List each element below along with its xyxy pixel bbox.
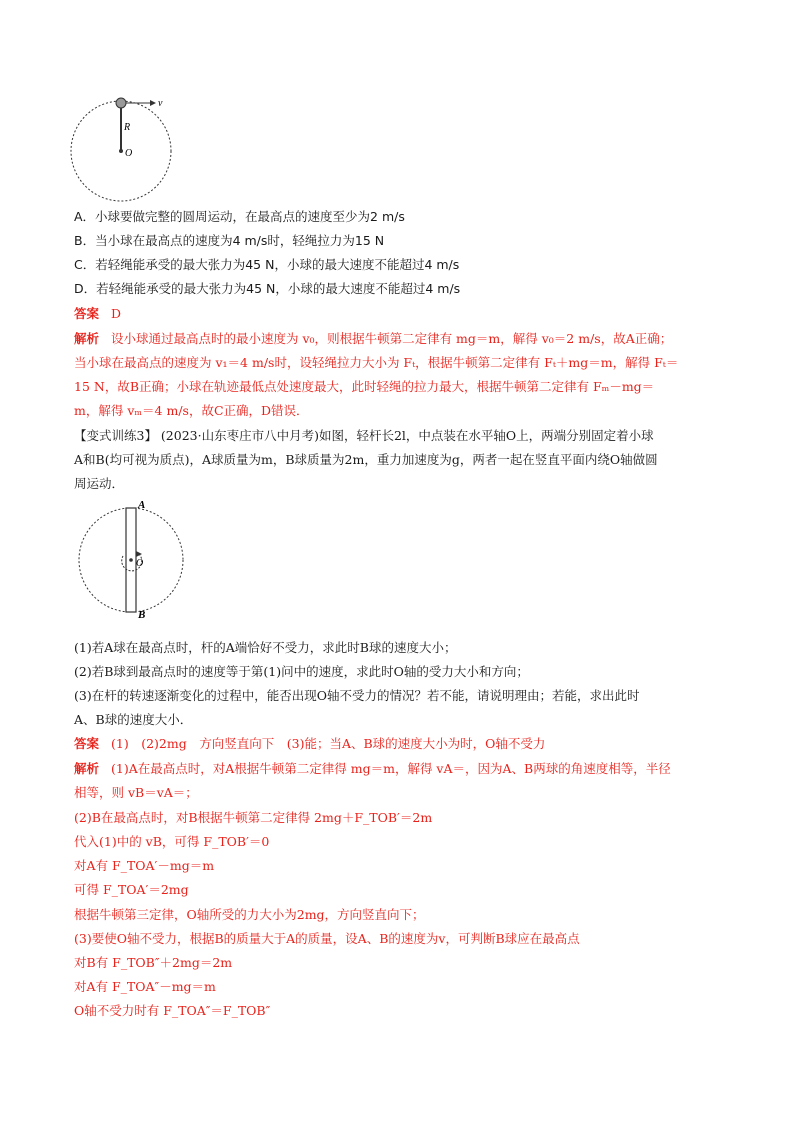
question-1: (1)若A球在最高点时，杆的A端恰好不受力，求此时B球的速度大小； xyxy=(74,640,457,655)
question-3-cont: A、B球的速度大小． xyxy=(74,712,193,727)
ball xyxy=(116,98,126,108)
problem-2-line-1: 【变式训练3】 (2023·山东枣庄市八中月考)如图，轻杆长2l，中点装在水平轴O上，两端分别固定着小球 xyxy=(74,428,654,443)
center-point xyxy=(119,149,123,153)
answer-1 xyxy=(74,305,121,323)
figure-circular-motion-rope xyxy=(68,94,188,202)
label-R: R xyxy=(124,122,131,133)
option-a: A．小球要做完整的圆周运动，在最高点的速度至少为2 m/s xyxy=(74,209,405,224)
option-d: D．若轻绳能承受的最大张力为45 N，小球的最大速度不能超过4 m/s xyxy=(74,281,461,296)
analysis-2-line-5: 对A有 F_TOA′－mg＝m xyxy=(74,858,215,873)
analysis-2-text-1: (1)A在最高点时，对A根据牛顿第二定律得 mg＝m，解得 vA＝，因为A、B两球的角速度相等，半径 xyxy=(111,761,671,776)
option-b: B．当小球在最高点的速度为4 m/s时，轻绳拉力为15 N xyxy=(74,233,385,248)
rotation-arrowhead xyxy=(136,551,142,557)
problem-2-line-2: A和B(均可视为质点)，A球质量为m，B球质量为2m，重力加速度为g，两者一起在竖直平面内绕O轴做圆 xyxy=(74,452,658,467)
analysis-2-line-3: (2)B在最高点时，对B根据牛顿第二定律得 2mg＋F_TOB′＝2m xyxy=(74,810,433,825)
label-A: A xyxy=(138,499,146,511)
question-3: (3)在杆的转速逐渐变化的过程中，能否出现O轴不受力的情况？若不能，请说明理由；若能，求出此时 xyxy=(74,688,640,703)
label-B: B xyxy=(138,609,146,618)
figure-rod-rotation xyxy=(76,498,196,618)
analysis-2-line-7: 根据牛顿第三定律，O轴所受的力大小为2mg，方向竖直向下； xyxy=(74,907,425,922)
analysis-1-line-4: m，解得 vₘ＝4 m/s，故C正确，D错误． xyxy=(74,403,309,418)
velocity-arrowhead xyxy=(150,100,156,106)
question-2: (2)若B球到最高点时的速度等于第(1)问中的速度，求此时O轴的受力大小和方向； xyxy=(74,664,529,679)
label-O: O xyxy=(125,148,133,159)
analysis-2-line-1 xyxy=(74,760,671,778)
analysis-1-text-1: 设小球通过最高点时的最小速度为 v₀，则根据牛顿第二定律有 mg＝m，解得 v₀＝2 m/s，故A正确； xyxy=(111,331,673,346)
analysis-2-line-6: 可得 F_TOA′＝2mg xyxy=(74,882,189,897)
analysis-2-line-4: 代入(1)中的 vB，可得 F_TOB′＝0 xyxy=(74,834,270,849)
analysis-1-label: 解析 xyxy=(74,331,100,346)
analysis-2-line-11: O轴不受力时有 F_TOA″＝F_TOB″ xyxy=(74,1003,271,1018)
analysis-1-line-3: 15 N，故B正确；小球在轨迹最低点处速度最大，此时轻绳的拉力最大，根据牛顿第二定律有 Fₘ－mg＝ xyxy=(74,379,655,394)
label-v: v xyxy=(158,98,163,109)
analysis-1-line-1 xyxy=(74,330,672,348)
analysis-2-label: 解析 xyxy=(74,761,100,776)
analysis-2-line-2: 相等，则 vB＝vA＝； xyxy=(74,785,198,800)
problem-2-line-3: 周运动． xyxy=(74,476,125,491)
answer-2-label: 答案 xyxy=(74,736,100,751)
option-c: C．若轻绳能承受的最大张力为45 N，小球的最大速度不能超过4 m/s xyxy=(74,257,460,272)
answer-2-value: (1) (2)2mg 方向竖直向下 (3)能；当A、B球的速度大小为时，O轴不受力 xyxy=(111,736,546,751)
analysis-2-line-9: 对B有 F_TOB″＋2mg＝2m xyxy=(74,955,233,970)
analysis-2-line-10: 对A有 F_TOA″－mg＝m xyxy=(74,979,216,994)
answer-1-label: 答案 xyxy=(74,306,100,321)
label-O2: O xyxy=(136,558,144,569)
axis-point xyxy=(129,558,133,562)
answer-2 xyxy=(74,735,545,753)
answer-1-value: D xyxy=(111,306,122,321)
analysis-1-line-2: 当小球在最高点的速度为 v₁＝4 m/s时，设轻绳拉力大小为 Fₜ，根据牛顿第二定律有 Fₜ＋mg＝m，解得 Fₜ＝ xyxy=(74,355,679,370)
analysis-2-line-8: (3)要使O轴不受力，根据B的质量大于A的质量，设A、B的速度为v，可判断B球应在最高点 xyxy=(74,931,580,946)
